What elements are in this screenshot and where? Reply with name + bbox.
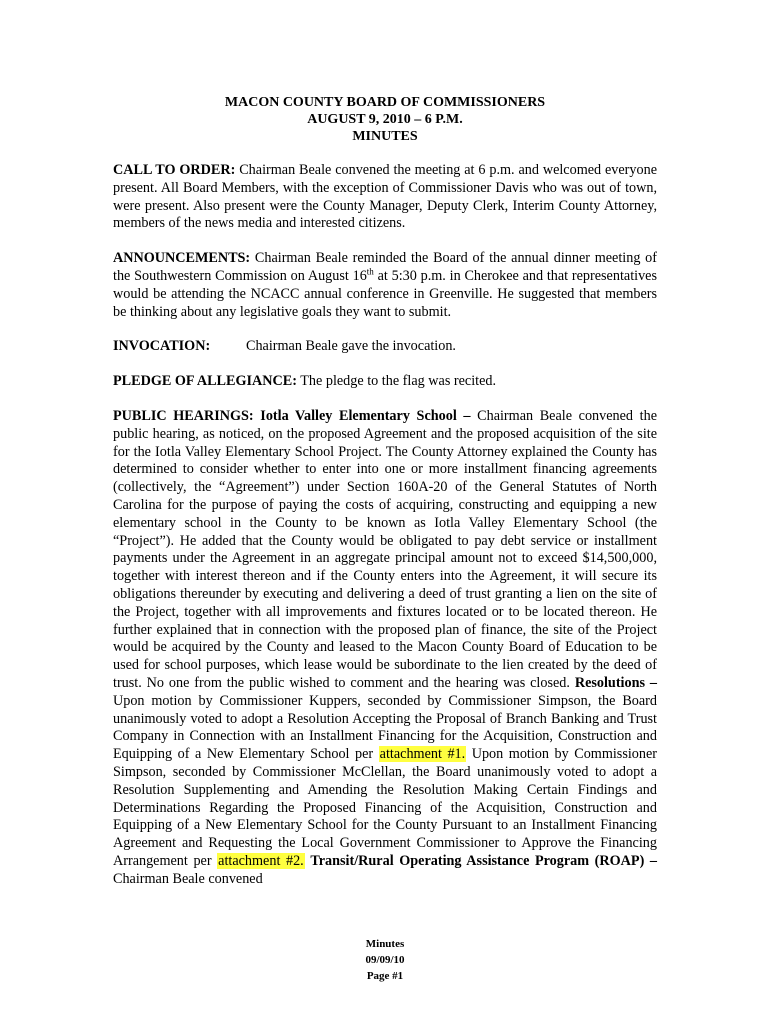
public-hearings-text-2: Upon motion by Commissioner Kuppers, seconded by Commissioner Simpson, the Board unanimously voted to adopt a Resolution Accepting the Proposal of Branch Banking and Trust Company in Connection with an Installment Financing for the Acquisition, Construction and Equipping of a New Elementary School per (113, 692, 657, 763)
announcements-paragraph (113, 250, 657, 321)
title-line-3: MINUTES (352, 129, 418, 144)
invocation-text: Chairman Beale gave the invocation. (246, 338, 456, 355)
call-to-order-paragraph (113, 162, 657, 233)
resolutions-heading: Resolutions – (574, 674, 657, 691)
announcements-text-b: at 5:30 p.m. in Cherokee and that representatives would be attending the NCACC annual conference in Greenville. He suggested that members be thinking about any legislative goals they want to submit. (113, 267, 657, 320)
public-hearings-heading: PUBLIC HEARINGS: (113, 407, 254, 424)
public-hearings-paragraph (113, 408, 657, 889)
public-hearings-text-4: Chairman Beale convened (113, 870, 263, 887)
document-title (113, 94, 657, 145)
call-to-order-text: Chairman Beale convened the meeting at 6 p.m. and welcomed everyone present. All Board Members, with the exception of Commissioner Davis who was out of town, were present. Also present were the County Manager, Deputy Clerk, Interim County Attorney, members of the news media and interested citizens. (113, 162, 657, 232)
pledge-paragraph (113, 373, 657, 391)
call-to-order-heading: CALL TO ORDER: (113, 162, 236, 178)
invocation-paragraph (113, 338, 657, 356)
public-hearings-text-1: Chairman Beale convened the public hearing, as noticed, on the proposed Agreement and the proposed acquisition of the site for the Iotla Valley Elementary School Project. The County Attorney explained the County has determined to consider whether to enter into one or more installment financing agreements (collectively, the “Agreement”) under Section 160A-20 of the General Statutes of North Carolina for the purpose of paying the costs of acquiring, constructing and equipping a new elementary school in the County to be known as Iotla Valley Elementary School (the “Project”). He added that the County would be obligated to pay debt service or installment payments under the Agreement in an aggregate principal amount not to exceed $14,500,000, together with interest thereon and if the County enters into the Agreement, it will secure its obligations thereunder by executing and delivering a deed of trust granting a lien on the site of the Project, together with all improvements and fixtures located or to be located thereon. He further explained that in connection with the proposed plan of finance, the site of the Project would be acquired by the County and leased to the Macon County Board of Education to be used for school purposes, which lease would be subordinate to the lien created by the deed of trust. No one from the public wished to comment and the hearing was closed. (113, 407, 657, 691)
pledge-text: The pledge to the flag was recited. (296, 373, 497, 390)
pledge-heading: PLEDGE OF ALLEGIANCE: (113, 373, 297, 390)
attachment-1-link[interactable]: attachment #1. (379, 746, 466, 763)
invocation-heading: INVOCATION: (113, 338, 211, 355)
footer-minutes-label: Minutes (365, 938, 405, 950)
iotla-valley-subheading: Iotla Valley Elementary School – (253, 407, 471, 424)
title-line-1: MACON COUNTY BOARD OF COMMISSIONERS (224, 95, 546, 110)
roap-heading: Transit/Rural Operating Assistance Program (ROAP) – (310, 852, 657, 869)
attachment-2-link[interactable]: attachment #2. (218, 852, 304, 869)
page-footer (0, 936, 770, 984)
title-line-2: AUGUST 9, 2010 – 6 P.M. (307, 112, 463, 127)
footer-page-number: Page #1 (366, 970, 404, 982)
footer-date: 09/09/10 (365, 954, 405, 966)
public-hearings-text-3: Upon motion by Commissioner Simpson, seconded by Commissioner McClellan, the Board unanimously voted to adopt a Resolution Supplementing and Amending the Resolution Making Certain Findings and Determinations Regarding the Proposed Financing of the Acquisition, Construction and Equipping of a New Elementary School for the County Pursuant to an Installment Financing Agreement and Requesting the Local Government Commissioner to Approve the Financing Arrangement per (113, 746, 657, 869)
document-body (113, 94, 657, 905)
announcements-superscript: th (366, 266, 374, 277)
announcements-text-a: Chairman Beale reminded the Board of the annual dinner meeting of the Southwestern Commission on August 16 (113, 250, 657, 284)
announcements-heading: ANNOUNCEMENTS: (113, 250, 251, 267)
